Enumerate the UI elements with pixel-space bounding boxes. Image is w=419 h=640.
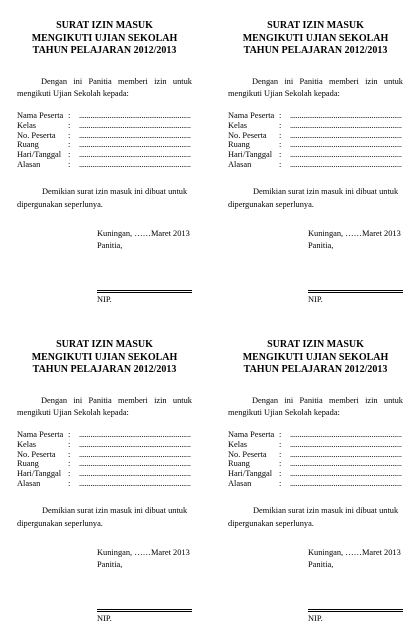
field-label: Nama Peserta — [228, 111, 275, 120]
title-line-2: MENGIKUTI UJIAN SEKOLAH — [31, 351, 178, 363]
closing-line-2: dipergunakan seperlunya. — [228, 519, 314, 528]
field-alasan — [228, 160, 403, 170]
field-alasan — [17, 160, 192, 170]
field-label: Alasan — [228, 478, 252, 488]
fill-in-dots: ........................................................... — [290, 150, 402, 160]
participant-fields — [228, 430, 403, 489]
participant-fields — [17, 111, 192, 170]
intro-line-1: Dengan ini Panitia memberi izin untuk — [252, 396, 403, 405]
fill-in-dots: ........................................................... — [290, 449, 402, 459]
fill-in-dots: ........................................................... — [290, 439, 402, 449]
field-label: Ruang — [17, 140, 39, 150]
signature-block — [308, 228, 408, 252]
field-label: Hari/Tanggal — [228, 150, 273, 160]
field-colon: : — [279, 140, 282, 150]
field-colon: : — [68, 469, 71, 479]
title-line-1: SURAT IZIN MASUK — [56, 20, 153, 31]
field-alasan — [228, 479, 403, 489]
field-colon: : — [68, 150, 71, 160]
field-label: No. Peserta — [17, 449, 56, 459]
nip-label: NIP. — [308, 295, 323, 304]
nip-label: NIP. — [97, 614, 112, 623]
field-colon: : — [279, 469, 282, 479]
field-colon: : — [68, 130, 71, 140]
field-colon: : — [279, 478, 282, 488]
field-label: Kelas — [17, 439, 37, 449]
field-hari-tanggal — [228, 150, 403, 160]
intro-line-2: mengikuti Ujian Sekolah kepada: — [228, 88, 340, 98]
closing-line-2: dipergunakan seperlunya. — [228, 200, 314, 209]
slip-title — [228, 20, 403, 58]
intro-line-2: mengikuti Ujian Sekolah kepada: — [17, 88, 129, 98]
field-label: No. Peserta — [17, 130, 56, 140]
title-line-2: MENGIKUTI UJIAN SEKOLAH — [242, 351, 389, 363]
field-label: Alasan — [17, 159, 41, 169]
field-label: Nama Peserta — [17, 430, 64, 439]
closing-line-1: Demikian surat izin masuk ini dibuat untuk — [42, 187, 188, 196]
signer-title: Panitia, — [308, 241, 334, 250]
fill-in-dots: ........................................................... — [79, 130, 191, 140]
place-date: Kuningan, ……Maret 2013 — [97, 548, 190, 557]
title-line-3: TAHUN PELAJARAN 2012/2013 — [243, 364, 388, 375]
signature-line — [308, 609, 403, 610]
title-line-1: SURAT IZIN MASUK — [267, 339, 364, 350]
field-label: Alasan — [228, 159, 252, 169]
permit-slip-bottom-left — [17, 339, 192, 639]
fill-in-dots: ........................................................... — [79, 459, 191, 469]
field-nama-peserta — [228, 430, 403, 440]
intro-paragraph — [228, 76, 403, 99]
intro-line-1: Dengan ini Panitia memberi izin untuk — [41, 77, 192, 86]
field-label: Nama Peserta — [228, 430, 275, 439]
field-kelas — [17, 121, 192, 131]
field-colon: : — [68, 140, 71, 150]
title-line-2: MENGIKUTI UJIAN SEKOLAH — [242, 32, 389, 44]
fill-in-dots: ........................................................... — [290, 130, 402, 140]
field-ruang — [228, 140, 403, 150]
permit-slip-bottom-right — [228, 339, 403, 639]
fill-in-dots: ........................................................... — [79, 111, 191, 120]
field-label: Hari/Tanggal — [228, 469, 273, 479]
field-colon: : — [279, 150, 282, 160]
field-colon: : — [279, 449, 282, 459]
closing-line-2: dipergunakan seperlunya. — [17, 519, 103, 528]
field-no-peserta — [228, 131, 403, 141]
field-kelas — [228, 440, 403, 450]
field-label: Ruang — [228, 459, 250, 469]
fill-in-dots: ........................................................... — [79, 150, 191, 160]
field-colon: : — [68, 449, 71, 459]
fill-in-dots: ........................................................... — [290, 430, 402, 439]
intro-line-2: mengikuti Ujian Sekolah kepada: — [17, 407, 129, 417]
field-label: Ruang — [17, 459, 39, 469]
field-colon: : — [68, 439, 71, 449]
fill-in-dots: ........................................................... — [79, 469, 191, 479]
field-colon: : — [68, 120, 71, 130]
field-kelas — [228, 121, 403, 131]
field-colon: : — [279, 439, 282, 449]
fill-in-dots: ........................................................... — [79, 159, 191, 169]
title-line-1: SURAT IZIN MASUK — [267, 20, 364, 31]
field-label: Nama Peserta — [17, 111, 64, 120]
title-line-1: SURAT IZIN MASUK — [56, 339, 153, 350]
permit-slip-top-left — [17, 20, 192, 320]
field-ruang — [228, 459, 403, 469]
fill-in-dots: ........................................................... — [290, 159, 402, 169]
fill-in-dots: ........................................................... — [290, 140, 402, 150]
fill-in-dots: ........................................................... — [290, 459, 402, 469]
nip-label: NIP. — [97, 295, 112, 304]
field-label: Kelas — [228, 439, 248, 449]
title-line-3: TAHUN PELAJARAN 2012/2013 — [32, 45, 177, 56]
field-colon: : — [279, 159, 282, 169]
field-nama-peserta — [17, 111, 192, 121]
field-no-peserta — [228, 450, 403, 460]
field-label: No. Peserta — [228, 130, 267, 140]
intro-paragraph — [228, 395, 403, 418]
fill-in-dots: ........................................................... — [79, 478, 191, 488]
closing-line-1: Demikian surat izin masuk ini dibuat untuk — [253, 187, 399, 196]
fill-in-dots: ........................................................... — [290, 469, 402, 479]
field-alasan — [17, 479, 192, 489]
participant-fields — [17, 430, 192, 489]
closing-paragraph — [17, 504, 192, 530]
fill-in-dots: ........................................................... — [79, 120, 191, 130]
field-label: Hari/Tanggal — [17, 469, 62, 479]
fill-in-dots: ........................................................... — [79, 140, 191, 150]
intro-paragraph — [17, 395, 192, 418]
field-colon: : — [68, 111, 71, 120]
field-kelas — [17, 440, 192, 450]
field-label: Hari/Tanggal — [17, 150, 62, 160]
signer-title: Panitia, — [97, 560, 123, 569]
slip-title — [228, 339, 403, 377]
field-hari-tanggal — [17, 150, 192, 160]
field-colon: : — [68, 159, 71, 169]
title-line-2: MENGIKUTI UJIAN SEKOLAH — [31, 32, 178, 44]
place-date: Kuningan, ……Maret 2013 — [97, 229, 190, 238]
fill-in-dots: ........................................................... — [290, 478, 402, 488]
signature-block — [97, 547, 197, 571]
fill-in-dots: ........................................................... — [290, 120, 402, 130]
field-nama-peserta — [17, 430, 192, 440]
slip-title — [17, 339, 192, 377]
fill-in-dots: ........................................................... — [79, 430, 191, 439]
fill-in-dots: ........................................................... — [79, 439, 191, 449]
field-nama-peserta — [228, 111, 403, 121]
signature-block — [97, 228, 197, 252]
closing-paragraph — [17, 185, 192, 211]
title-line-3: TAHUN PELAJARAN 2012/2013 — [32, 364, 177, 375]
field-label: Kelas — [228, 120, 248, 130]
signature-line — [97, 609, 192, 610]
title-line-3: TAHUN PELAJARAN 2012/2013 — [243, 45, 388, 56]
closing-paragraph — [228, 504, 403, 530]
intro-paragraph — [17, 76, 192, 99]
field-no-peserta — [17, 131, 192, 141]
closing-line-1: Demikian surat izin masuk ini dibuat untuk — [42, 506, 188, 515]
intro-line-1: Dengan ini Panitia memberi izin untuk — [41, 396, 192, 405]
field-colon: : — [279, 130, 282, 140]
signature-line — [97, 290, 192, 291]
field-label: Kelas — [17, 120, 37, 130]
place-date: Kuningan, ……Maret 2013 — [308, 548, 401, 557]
field-colon: : — [279, 120, 282, 130]
field-hari-tanggal — [17, 469, 192, 479]
field-colon: : — [68, 430, 71, 439]
fill-in-dots: ........................................................... — [290, 111, 402, 120]
field-ruang — [17, 140, 192, 150]
place-date: Kuningan, ……Maret 2013 — [308, 229, 401, 238]
permit-slip-top-right — [228, 20, 403, 320]
signature-block — [308, 547, 408, 571]
field-hari-tanggal — [228, 469, 403, 479]
fill-in-dots: ........................................................... — [79, 449, 191, 459]
participant-fields — [228, 111, 403, 170]
field-ruang — [17, 459, 192, 469]
closing-paragraph — [228, 185, 403, 211]
field-colon: : — [279, 430, 282, 439]
field-colon: : — [68, 478, 71, 488]
field-label: Alasan — [17, 478, 41, 488]
nip-label: NIP. — [308, 614, 323, 623]
intro-line-1: Dengan ini Panitia memberi izin untuk — [252, 77, 403, 86]
field-colon: : — [279, 111, 282, 120]
signature-line — [308, 290, 403, 291]
signer-title: Panitia, — [308, 560, 334, 569]
field-colon: : — [68, 459, 71, 469]
intro-line-2: mengikuti Ujian Sekolah kepada: — [228, 407, 340, 417]
closing-line-1: Demikian surat izin masuk ini dibuat untuk — [253, 506, 399, 515]
field-no-peserta — [17, 450, 192, 460]
closing-line-2: dipergunakan seperlunya. — [17, 200, 103, 209]
slip-title — [17, 20, 192, 58]
field-label: No. Peserta — [228, 449, 267, 459]
signer-title: Panitia, — [97, 241, 123, 250]
field-label: Ruang — [228, 140, 250, 150]
field-colon: : — [279, 459, 282, 469]
